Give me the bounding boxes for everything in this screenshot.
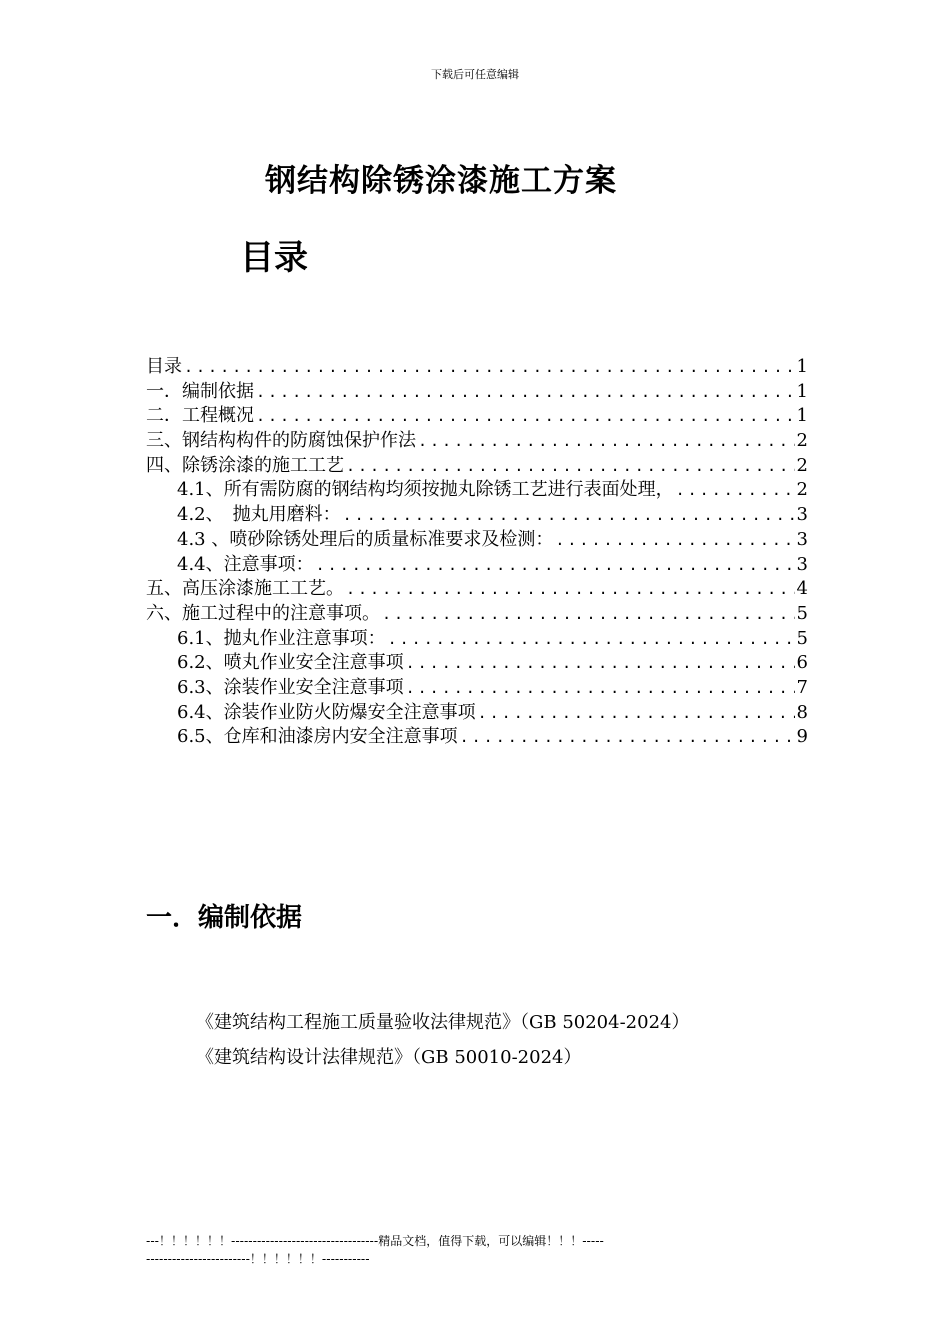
toc-dot-leader <box>418 429 795 454</box>
toc-entry[interactable] <box>146 503 808 528</box>
toc-page-number: 8 <box>796 701 808 723</box>
toc-dot-leader <box>460 725 795 750</box>
toc-page-number: 5 <box>796 627 808 649</box>
toc-entry-text: 4.3 、喷砂除锈处理后的质量标准要求及检测： <box>177 528 554 550</box>
toc-dot-leader <box>478 701 795 726</box>
toc-entry[interactable] <box>146 701 808 726</box>
toc-dot-leader <box>184 355 795 380</box>
toc-entry[interactable] <box>146 602 808 627</box>
toc-page-number: 4 <box>796 578 808 600</box>
toc-dot-leader <box>406 676 795 701</box>
toc-page-number: 1 <box>796 356 808 377</box>
toc-entry[interactable] <box>146 553 808 578</box>
toc-entry-text: 二．工程概况 <box>146 405 254 427</box>
toc-dot-leader <box>346 577 795 602</box>
toc-dot-leader <box>343 503 795 528</box>
toc-entry[interactable] <box>146 627 808 652</box>
toc-dot-leader <box>256 404 795 429</box>
toc-dot-leader <box>388 627 795 652</box>
toc-entry-text: 6.3、涂装作业安全注意事项 <box>177 676 404 698</box>
toc-entry-text: 六、施工过程中的注意事项。 <box>146 602 380 624</box>
toc-page-number: 2 <box>796 479 808 501</box>
table-of-contents <box>146 355 808 750</box>
toc-entry[interactable] <box>146 725 808 750</box>
toc-dot-leader <box>555 528 794 553</box>
toc-entry-text: 五、高压涂漆施工工艺。 <box>146 578 344 600</box>
toc-entry-text: 4.1、所有需防腐的钢结构均须按抛丸除锈工艺进行表面处理， <box>177 479 674 501</box>
section-title-basis: 一．编制依据 <box>146 903 303 933</box>
toc-dot-leader <box>406 651 795 676</box>
toc-heading: 目录 <box>240 238 308 278</box>
toc-page-number: 3 <box>796 528 808 550</box>
toc-dot-leader <box>256 380 795 405</box>
toc-entry-text: 四、除锈涂漆的施工工艺 <box>146 454 344 476</box>
reference-list <box>196 1005 689 1075</box>
toc-entry-text: 6.5、仓库和油漆房内安全注意事项 <box>177 726 458 748</box>
reference-item: 《建筑结构工程施工质量验收法律规范》（GB 50204-2024） <box>196 1012 690 1033</box>
toc-entry[interactable] <box>146 454 808 479</box>
toc-entry-text: 6.2、喷丸作业安全注意事项 <box>177 652 404 674</box>
toc-dot-leader <box>316 553 795 578</box>
toc-entry[interactable] <box>146 676 808 701</box>
toc-dot-leader <box>676 478 795 503</box>
toc-page-number: 1 <box>796 405 808 427</box>
toc-entry-text: 4.2、 抛丸用磨料： <box>177 504 341 526</box>
reference-item: 《建筑结构设计法律规范》（GB 50010-2024） <box>196 1047 582 1068</box>
toc-page-number: 3 <box>796 504 808 526</box>
toc-entry[interactable] <box>146 380 808 405</box>
page-footer-note: ---！！！！！！----------------------------------精品文档，值得下载，可以编辑！！！-----------------------------！！！！！！----------- <box>146 1234 604 1266</box>
toc-dot-leader <box>382 602 795 627</box>
page-header-note: 下载后可任意编辑 <box>431 68 519 81</box>
toc-page-number: 2 <box>796 454 808 476</box>
toc-entry-text: 一．编制依据 <box>146 380 254 402</box>
toc-page-number: 6 <box>796 652 808 674</box>
toc-entry-text: 4.4、注意事项： <box>177 553 314 575</box>
toc-page-number: 3 <box>796 553 808 575</box>
toc-page-number: 1 <box>796 380 808 402</box>
toc-entry[interactable] <box>146 651 808 676</box>
toc-entry[interactable] <box>146 404 808 429</box>
toc-entry-text: 6.4、涂装作业防火防爆安全注意事项 <box>177 701 476 723</box>
document-title: 钢结构除锈涂漆施工方案 <box>265 163 617 199</box>
toc-entry-text: 三、钢结构构件的防腐蚀保护作法 <box>146 430 416 452</box>
toc-page-number: 7 <box>796 676 808 698</box>
toc-entry-text: 6.1、抛丸作业注意事项： <box>177 627 386 649</box>
toc-entry[interactable] <box>146 478 808 503</box>
toc-page-number: 2 <box>796 430 808 452</box>
toc-entry[interactable] <box>146 577 808 602</box>
toc-entry[interactable] <box>146 528 808 553</box>
toc-entry[interactable] <box>146 355 808 380</box>
toc-entry-text: 目录 <box>146 356 182 377</box>
toc-dot-leader <box>346 454 795 479</box>
toc-page-number: 5 <box>796 602 808 624</box>
toc-entry[interactable] <box>146 429 808 454</box>
toc-page-number: 9 <box>796 726 808 748</box>
